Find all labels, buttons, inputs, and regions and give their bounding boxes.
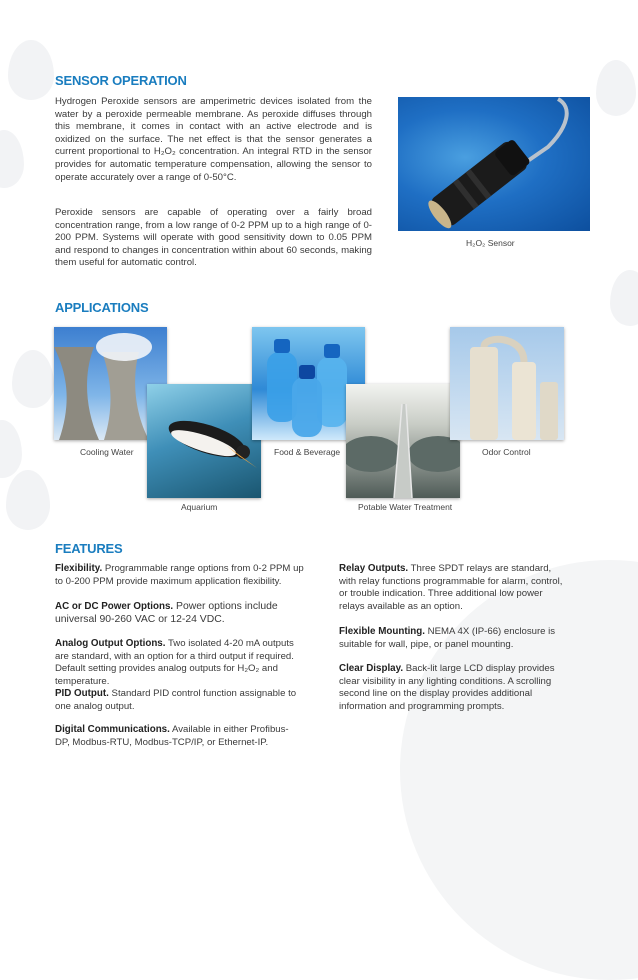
treatment-plant-illustration <box>346 384 460 498</box>
feature-text: Three SPDT relays are standard, with relay functions programmable for alarm, control, or trouble indication. Three additional low power relays available as an option. <box>339 563 563 612</box>
feature-title: Clear Display. <box>339 663 404 674</box>
feature-title: AC or DC Power Options. <box>55 601 174 612</box>
feature-title: Flexible Mounting. <box>339 626 425 637</box>
caption-aquarium: Aquarium <box>181 502 218 512</box>
feature-power-options <box>55 601 310 626</box>
photo-odor-control <box>450 327 564 440</box>
scrubber-illustration <box>450 327 564 440</box>
caption-food-beverage: Food & Beverage <box>274 447 341 457</box>
background-drop <box>8 40 54 100</box>
section-heading-features: FEATURES <box>55 541 123 556</box>
feature-title: Analog Output Options. <box>55 638 166 649</box>
background-drop <box>610 270 638 326</box>
background-drop <box>596 60 636 116</box>
feature-text: Programmable range options from 0-2 PPM up to 0-200 PPM provide maximum application flexibility. <box>55 563 304 587</box>
feature-text: Standard PID control function assignable to one analog output. <box>55 688 297 712</box>
background-drop <box>6 470 50 530</box>
sensor-paragraph-1: Hydrogen Peroxide sensors are amperimetric devices isolated from the water by a peroxide permeable membrane. As peroxide diffuses through this membrane, it comes in contact with an active electrode and is oxidized on the surface. The net effect is that the sensor generates a current proportional to H₂O₂ concentration. An integral RTD in the sensor provides for automatic temperature compensation, allowing the sensor to operate accurately over a range of 0-50°C. <box>55 96 372 183</box>
feature-text: Two isolated 4-20 mA outputs are standard, with an option for a third output if required. Default setting provides analog outputs for H₂O₂ and temperature. <box>55 638 294 687</box>
section-heading-sensor-operation: SENSOR OPERATION <box>55 73 187 88</box>
photo-potable-water <box>346 384 460 498</box>
feature-title: Relay Outputs. <box>339 563 409 574</box>
caption-potable-water: Potable Water Treatment <box>358 502 453 512</box>
background-drop <box>0 130 24 188</box>
background-drop <box>0 420 22 478</box>
feature-flexibility <box>55 563 305 588</box>
sensor-photo <box>398 97 590 231</box>
photo-aquarium <box>147 384 261 498</box>
sensor-illustration <box>398 97 590 231</box>
feature-title: Digital Communications. <box>55 724 170 735</box>
section-heading-applications: APPLICATIONS <box>55 300 149 315</box>
feature-pid-output <box>55 688 300 713</box>
feature-digital-communications <box>55 724 300 749</box>
feature-analog-output <box>55 638 300 688</box>
feature-relay-outputs <box>339 563 564 613</box>
caption-cooling-water: Cooling Water <box>80 447 134 457</box>
feature-text: Available in either Profibus-DP, Modbus-RTU, Modbus-TCP/IP, or Ethernet-IP. <box>55 724 289 748</box>
penguin-illustration <box>147 384 261 498</box>
sensor-paragraph-2: Peroxide sensors are capable of operating over a fairly broad concentration range, from a low range of 0-2 PPM up to a high range of 0-200 PPM. Systems will operate with good sensitivity down to 0.05 PPM and respond to changes in concentration within about 60 seconds, making them useful for automatic control. <box>55 207 372 269</box>
feature-title: Flexibility. <box>55 563 103 574</box>
caption-odor-control: Odor Control <box>482 447 531 457</box>
sensor-caption: H₂O₂ Sensor <box>466 238 515 248</box>
background-drop <box>12 350 54 408</box>
feature-title: PID Output. <box>55 688 109 699</box>
feature-text: Back-lit large LCD display provides clear visibility in any lighting conditions. A scrolling second line on the display provides additional information and programming prompts. <box>339 663 555 712</box>
feature-text: NEMA 4X (IP-66) enclosure is suitable for wall, pipe, or panel mounting. <box>339 626 556 650</box>
background-circle <box>400 560 638 980</box>
feature-clear-display <box>339 663 564 713</box>
feature-flexible-mounting <box>339 626 564 651</box>
feature-text: Power options include universal 90-260 VAC or 12-24 VDC. <box>55 601 278 625</box>
